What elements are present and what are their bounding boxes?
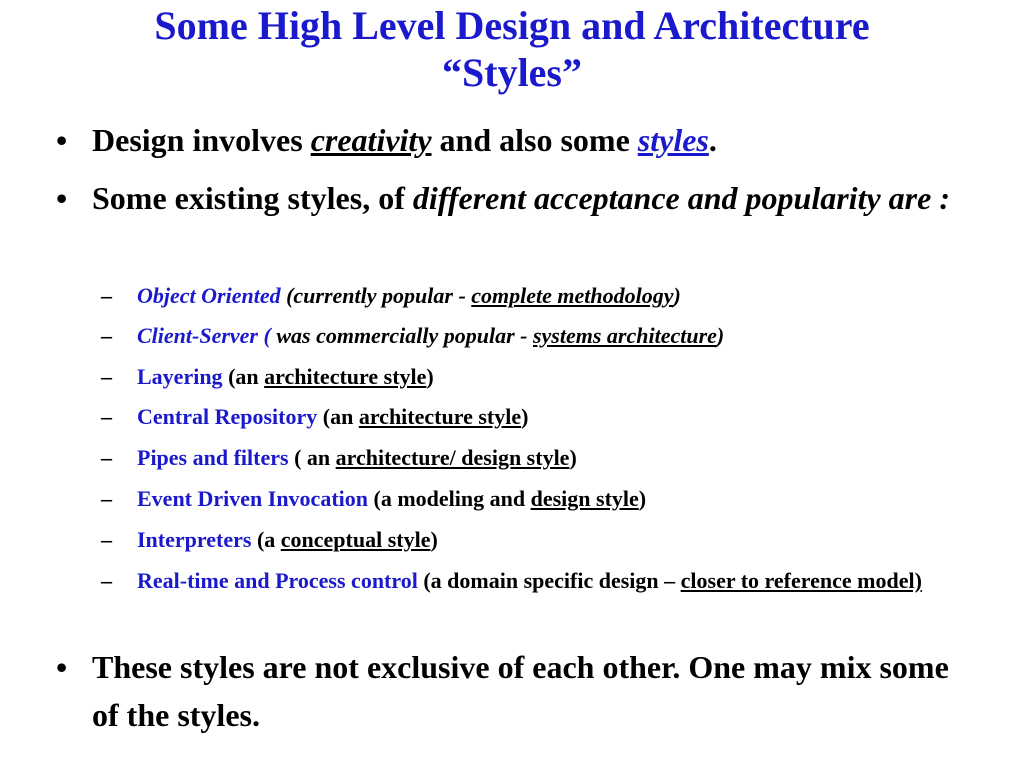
sub-item-text [137, 523, 961, 556]
sub-bullet-dash: – [101, 568, 112, 593]
style-desc-underlined: complete methodology [471, 283, 674, 308]
style-desc-end: ) [569, 445, 577, 470]
style-desc-underlined: design style [530, 486, 639, 511]
style-desc: (a modeling and [368, 486, 531, 511]
sub-bullet-dash: – [101, 486, 112, 511]
sub-bullet-dash: – [101, 364, 112, 389]
style-desc-end: ) [521, 404, 529, 429]
bullet-dot: • [56, 122, 68, 158]
style-desc: (a [251, 527, 281, 552]
slide-title [0, 2, 1024, 96]
bullet-dot: • [56, 649, 68, 685]
sub-item-event-driven-invocation [101, 482, 961, 515]
style-name: Interpreters [137, 527, 252, 552]
bullet-dot: • [56, 180, 68, 216]
style-desc: ( an [288, 445, 336, 470]
sub-item-text [137, 279, 961, 312]
style-name: Real-time and Process control [137, 568, 418, 593]
style-desc-end: ) [716, 323, 725, 348]
bullet2-italic: different acceptance and popularity are : [412, 180, 950, 216]
sub-item-real-time-process-control [101, 564, 961, 597]
sub-bullet-dash: – [101, 323, 112, 348]
sub-item-central-repository [101, 400, 961, 433]
style-desc-underlined: architecture style [358, 404, 522, 429]
title-line-2: “Styles” [442, 50, 582, 95]
style-name: Object Oriented [137, 283, 281, 308]
creativity-emphasis: creativity [310, 122, 432, 158]
sub-item-object-oriented [101, 279, 961, 312]
sub-bullet-dash: – [101, 404, 112, 429]
style-desc-underlined: architecture style [264, 364, 427, 389]
style-desc: (an [317, 404, 359, 429]
bullet-not-exclusive [56, 643, 956, 739]
style-name: Layering [137, 364, 229, 389]
style-desc: (a domain specific design – [417, 568, 681, 593]
styles-emphasis: styles [637, 122, 709, 158]
style-desc-end: ) [426, 364, 434, 389]
style-desc-end: ) [638, 486, 647, 511]
bullet-text [92, 116, 956, 164]
bullet-design-involves [56, 116, 956, 164]
sub-item-text [137, 400, 961, 433]
sub-item-text [137, 564, 961, 597]
style-desc-underlined: architecture/ design style [335, 445, 570, 470]
bullet-text [92, 174, 956, 222]
style-name: Pipes and filters [137, 445, 289, 470]
sub-item-text [137, 360, 961, 393]
bullet1-part2: and also some [431, 122, 638, 158]
sub-item-interpreters [101, 523, 961, 556]
style-desc-underlined: conceptual style [280, 527, 431, 552]
bullet2-part1: Some existing styles, of [92, 180, 413, 216]
sub-bullet-dash: – [101, 445, 112, 470]
sub-item-text [137, 319, 961, 352]
sub-item-client-server [101, 319, 961, 352]
style-desc: (an [228, 364, 265, 389]
sub-bullet-dash: – [101, 283, 112, 308]
style-desc-underlined: closer to reference model) [680, 568, 922, 593]
sub-item-pipes-and-filters [101, 441, 961, 474]
bullet1-period: . [708, 122, 717, 158]
sub-item-text [137, 441, 961, 474]
style-desc: was commercially popular - [276, 323, 533, 348]
sub-bullet-dash: – [101, 527, 112, 552]
sub-item-layering [101, 360, 961, 393]
style-desc-underlined: systems architecture [532, 323, 717, 348]
bullet-existing-styles [56, 174, 956, 222]
sub-item-text [137, 482, 961, 515]
style-desc: (currently popular - [280, 283, 472, 308]
style-name: Central Repository [137, 404, 318, 429]
style-desc-end: ) [673, 283, 681, 308]
style-name: Client-Server ( [137, 323, 277, 348]
bullet-text: These styles are not exclusive of each other. One may mix some of the styles. [92, 649, 949, 733]
style-name: Event Driven Invocation [137, 486, 368, 511]
title-line-1: Some High Level Design and Architecture [154, 3, 870, 48]
bullet1-part1: Design involves [92, 122, 311, 158]
style-desc-end: ) [430, 527, 438, 552]
